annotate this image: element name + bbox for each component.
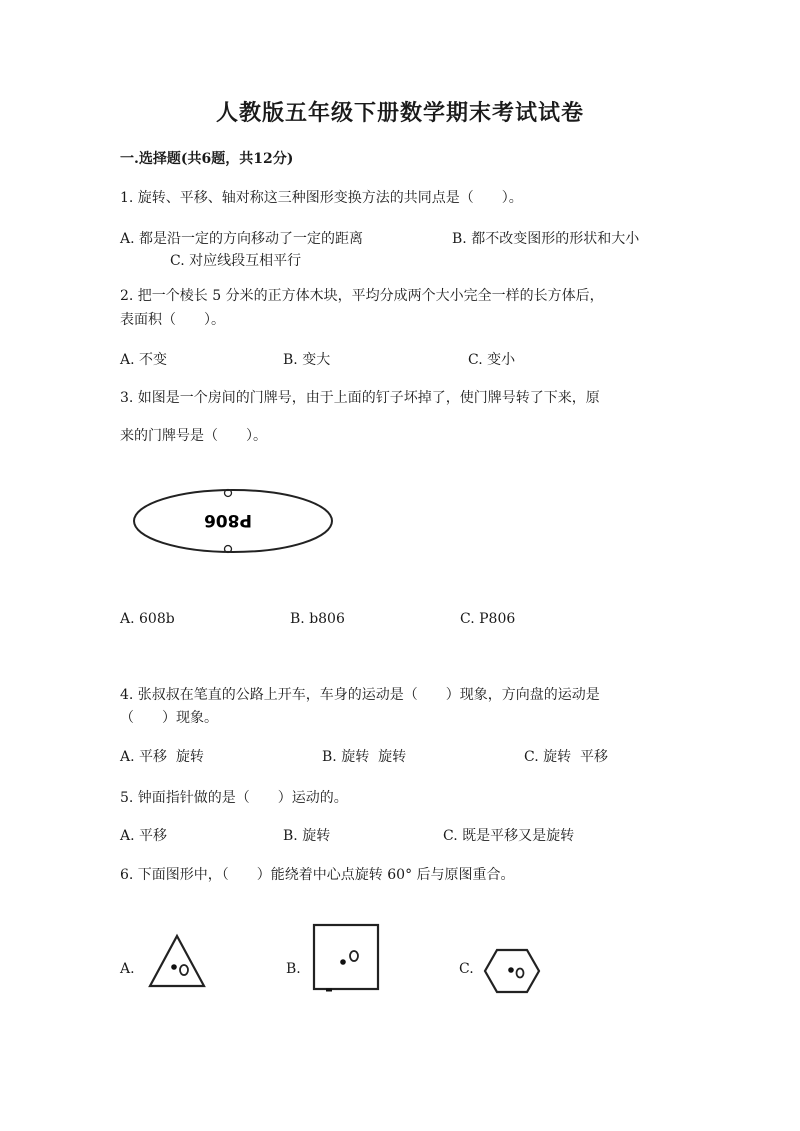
question-6-stem: 6. 下面图形中，（ ）能绕着中心点旋转 60° 后与原图重合。 — [120, 867, 515, 883]
q6-hexagon-figure — [483, 948, 541, 994]
q5-option-a: A. 平移 — [120, 828, 168, 844]
q4-option-a: A. 平移 旋转 — [120, 749, 204, 765]
square-small-circle-mark — [350, 951, 358, 961]
q3-option-c: C. P806 — [460, 611, 516, 627]
question-5-stem: 5. 钟面指针做的是（ ）运动的。 — [120, 790, 348, 806]
question-3-stem-line1: 3. 如图是一个房间的门牌号，由于上面的钉子坏掉了，使门牌号转了下来，原 — [120, 390, 600, 406]
q3-option-b: B. b806 — [290, 611, 345, 627]
question-2-stem-line1: 2. 把一个棱长 5 分米的正方体木块，平均分成两个大小完全一样的长方体后， — [120, 288, 604, 304]
q6-option-a: A. — [120, 961, 135, 977]
hexagon-center-dot — [508, 967, 514, 973]
section-heading: 一.选择题(共6题，共12分) — [120, 151, 294, 167]
question-4-stem-line1: 4. 张叔叔在笔直的公路上开车，车身的运动是（ ）现象，方向盘的运动是 — [120, 687, 600, 703]
triangle-center-dot — [171, 964, 177, 970]
q6-option-c: C. — [459, 961, 474, 977]
q2-option-c: C. 变小 — [468, 352, 516, 368]
q1-option-c: C. 对应线段互相平行 — [170, 253, 302, 269]
triangle-small-circle-mark — [180, 965, 188, 975]
q1-option-a: A. 都是沿一定的方向移动了一定的距离 — [120, 231, 364, 247]
q2-option-b: B. 变大 — [283, 352, 331, 368]
page-title: 人教版五年级下册数学期末考试试卷 — [215, 100, 584, 126]
q6-option-b: B. — [286, 961, 301, 977]
q5-option-c: C. 既是平移又是旋转 — [443, 828, 575, 844]
q2-option-a: A. 不变 — [120, 352, 168, 368]
q6-triangle-figure — [148, 934, 206, 988]
triangle-shape — [150, 936, 204, 986]
q6-square-figure — [313, 924, 379, 992]
q3-option-a: A. 608b — [120, 611, 175, 627]
door-plate-number: P806 — [204, 510, 252, 530]
hexagon-small-circle-mark — [517, 969, 524, 978]
q1-option-b: B. 都不改变图形的形状和大小 — [452, 231, 640, 247]
q4-option-c: C. 旋转 平移 — [524, 749, 609, 765]
door-plate-figure — [132, 486, 334, 556]
q5-option-b: B. 旋转 — [283, 828, 331, 844]
question-2-stem-line2: 表面积（ ）。 — [120, 312, 225, 328]
square-center-dot — [340, 959, 346, 965]
square-shape — [314, 925, 378, 989]
question-4-stem-line2: （ ）现象。 — [120, 710, 218, 726]
q4-option-b: B. 旋转 旋转 — [322, 749, 407, 765]
question-1-stem: 1. 旋转、平移、轴对称这三种图形变换方法的共同点是（ ）。 — [120, 190, 523, 206]
question-3-stem-line2: 来的门牌号是（ ）。 — [120, 428, 267, 444]
